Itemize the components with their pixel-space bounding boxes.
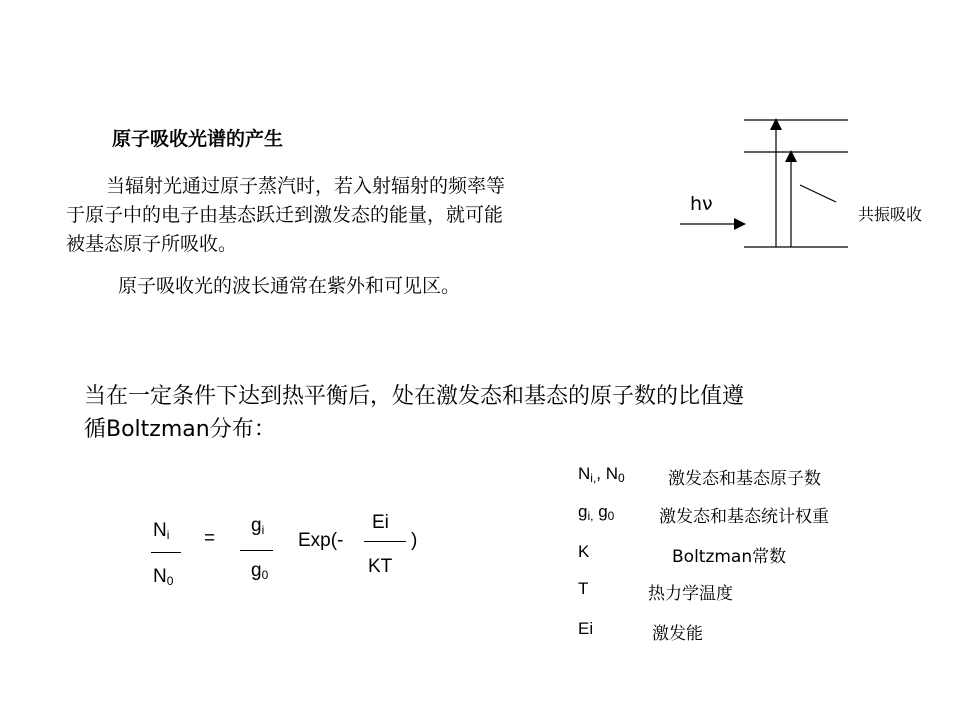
formula-ni: $N_i$ [153,520,170,542]
formula-kt: KT [368,556,393,577]
energy-level-diagram [676,108,856,258]
intro-line-1: 当辐射光通过原子蒸汽时，若入射辐射的频率等 [106,175,506,197]
legend-desc-g: 激发态和基态统计权重 [659,507,829,527]
boltzmann-statement [84,380,744,446]
fraction-bar-g [240,550,273,551]
legend-symbol-n: $N_{i,}$, $N_0$ [578,464,625,485]
fraction-bar-n [151,552,181,553]
fraction-bar-ei-kt [364,541,406,542]
resonance-pointer-line [800,185,836,202]
legend-desc-t: 热力学温度 [648,584,733,604]
formula-n0: $N_0$ [153,566,174,588]
intro-line-2: 于原子中的电子由基态跃迁到激发态的能量，就可能 [66,204,504,226]
statement-line-2: 循Boltzman分布： [84,417,276,442]
legend-desc-k: Boltzman常数 [672,547,787,567]
legend-symbol-k: K [578,542,590,561]
legend-symbol-g: $g_{i,}$ $g_0$ [578,502,615,523]
legend-symbol-ei: Ei [578,619,594,638]
legend-desc-ei: 激发能 [652,624,703,644]
legend-desc-n: 激发态和基态原子数 [668,469,821,489]
legend-symbol-t: T [578,579,589,598]
resonance-absorption-label: 共振吸收 [858,205,923,224]
formula-g0: $g_0$ [251,560,269,582]
formula-exp: Exp(- [298,530,344,551]
intro-line-3: 被基态原子所吸收。 [66,233,238,255]
formula-close-paren: ) [411,530,418,551]
photon-label: hν [690,193,713,215]
formula-gi: $g_i$ [251,515,265,537]
statement-line-1: 当在一定条件下达到热平衡后，处在激发态和基态的原子数的比值遵 [84,384,745,409]
intro-paragraph [66,172,626,259]
wavelength-paragraph: 原子吸收光的波长通常在紫外和可见区。 [118,275,461,297]
formula-ei: Ei [372,512,389,533]
formula-equals: = [204,528,216,549]
section-title: 原子吸收光谱的产生 [112,128,284,150]
